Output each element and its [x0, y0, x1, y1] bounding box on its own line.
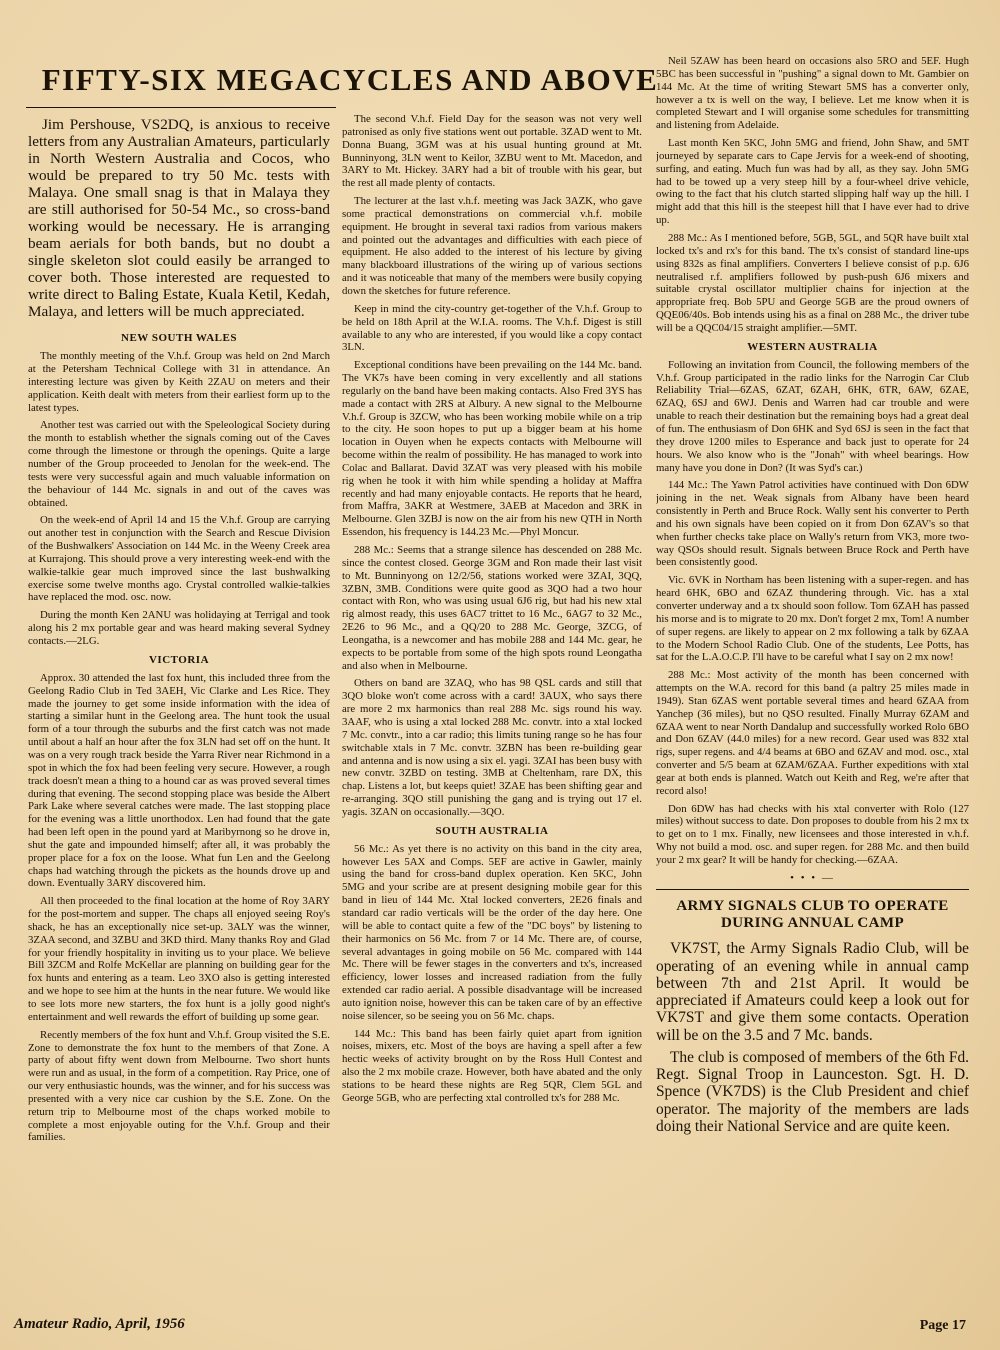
- sa-paragraph: 288 Mc.: As I mentioned before, 5GB, 5GL, and 5QR have built xtal locked tx's and rx's for this band. The tx's consist of standard line-ups using 832s as final amplifiers. Converters I believe consist of p.p. 6J6 neutralised r.f. amplifiers followed by push-push 6J6 mixers and suitable crystal oscillator multiplier chains for injection at the appropriate freq. Bob 5PU and George 5GB are the proud owners of QQE06/40s. Bob intends using his as a final on 288 Mc., the driver tube will be a QQC04/15 straight amplifier.—5MT.: [656, 231, 969, 334]
- intro-block: [28, 116, 330, 320]
- wa-paragraph: Don 6DW has had checks with his xtal converter with Rolo (127 miles) without success to date. Don proposes to double from his 2 mx tx to get on to 1 mx. Finally, new licensees and those interested in v.h.f. Why not build a mod. osc. and super regen. for 288 Mc. and then build your 2 mx gear? It will be handy for checking.—6ZAA.: [656, 802, 969, 867]
- vic-paragraph: Keep in mind the city-country get-together of the V.h.f. Group to be held on 18th April at the W.I.A. rooms. The V.h.f. Digest is still available to any who are interested, if you would like a copy contact 3LN.: [342, 302, 642, 354]
- vic-paragraph: The second V.h.f. Field Day for the season was not very well patronised as only five stations went out portable. 3ZAD went to Mt. Donna Buang, 3GM was at his usual hunting ground at Mt. Bunninyong, 3LN went to Keilor, 3ZBU went to Mt. Macedon, and 3ARY to Mt. Hickey. 3ARY had a bit of trouble with his gear, but the rest all made plenty of contacts.: [342, 113, 642, 190]
- footer-publication: Amateur Radio, April, 1956: [14, 1316, 185, 1332]
- sa-paragraph: 144 Mc.: This band has been fairly quiet apart from ignition noises, mixers, etc. Most of the boys are having a spell after a few hectic weeks of activity brought on by the Ross Hull Contest and also the 2 mx mobile craze. However, both have abated and the only stations to be heard these nights are Reg 5QR, Clem 5GL and George 5GB, who are perfecting xtal controlled tx's for 288 Mc.: [342, 1027, 642, 1104]
- wa-paragraph: 288 Mc.: Most activity of the month has been concerned with attempts on the W.A. record for this band (a paltry 25 miles made in 1949). Stan 6ZAS went portable several times and heard 6ZAA from Yanchep (36 miles), but no QSO resulted. Finally Murray 6ZAM and 6ZAA went to near North Dandalup and successfully worked Rolo 6BO and Don 6ZAV (44.0 miles) for a new record. Gear used was 832 xtal rigs, super regens. and 4/4 beams at 6BO and 6ZAV and mod. osc., xtal converter and 5/5 beam at 6ZAM/6ZAA. Further expeditions with xtal gear at both ends is planned. Watch out Keith and Reg, we're after that record also!: [656, 669, 969, 797]
- page-title: FIFTY-SIX MEGACYCLES AND ABOVE: [41, 62, 659, 97]
- section-heading-western-australia: WESTERN AUSTRALIA: [747, 340, 878, 353]
- column-3: [656, 55, 969, 1285]
- vic-paragraph: Exceptional conditions have been prevailing on the 144 Mc. band. The VK7s have been coming in very excellently and all stations regularly on the band have been making contacts. Also Fred 3YS has made a contact with 2RS at Albury. A new signal to the Melbourne V.h.f. Group is 3ZCW, who has been working mobile while on a trip to the city. He soon hopes to put up a bigger beam at his home location in Ouyen when he expects contacts with Melbourne will become within the realm of possibility. He has managed to work into Colac and Ballarat. David 3ZAT was very pleased with his mobile rig when he took it with him while spending a holiday at Maffra recently and had many enjoyable contacts. He reports that he heard, from Maffra, 3AKR at Westmere, 3AEB at Macedon and 3RK in Melbourne. Glen 3ZBJ is now on the air from his new QTH in North Essendon, his frequency is 144.23 Mc.—Phyl Moncur.: [342, 359, 642, 539]
- vic-paragraph: Recently members of the fox hunt and V.h.f. Group visited the S.E. Zone to demonstrate the fox hunt to the members of that Zone. A party of about fifty went down from Melbourne. Two short hunts were run and as usual, in the form of a competition. Ray Price, one of our very enthusiastic hounds, was the winner, and for his success was presented with a very nice car cushion by the S.E. Zone. On the return trip to Melbourne most of the chaps worked mobile to complete a most enjoyable outing for the V.h.f. Group and their families.: [28, 1028, 330, 1144]
- sa-paragraph: Neil 5ZAW has been heard on occasions also 5RO and 5EF. Hugh 5BC has been successful in "pushing" a signal down to Mt. Gambier on 144 Mc. At the time of writing Stewart 5MS has a converter only, however a tx is well on the way, I believe. Let me know when it is completed Stewart and I will organise some schedules for transmitting and listening from Adelaide.: [656, 55, 969, 132]
- wa-paragraph: 144 Mc.: The Yawn Patrol activities have continued with Don 6DW joining in the net. Weak signals from Albany have been heard consistently in Perth and Bruce Rock. Wally sent his converter to Perth and his own signals have been copied on it from Don 6ZAV's so that when further checks take place on Wally's return from VK3, more two-way QSOs should result. Signals between Bruce Rock and Perth have been consistently good.: [656, 479, 969, 569]
- army-signals-article: [656, 898, 969, 1135]
- sa-paragraph: Last month Ken 5KC, John 5MG and friend, John Shaw, and 5MT journeyed by separate cars to Cape Jervis for a week-end of shooting, surfing, and eating. Much fun was had by all, as they say. John 5MG had to be towed up a very steep hill by a four-wheel drive vehicle, owing to the fact that his clutch started slipping half way up the hill. I might add that this hill is the steepest hill that I have ever had to drive up.: [656, 137, 969, 227]
- nsw-paragraph: On the week-end of April 14 and 15 the V.h.f. Group are carrying out another test in conjunction with the Search and Rescue Division of the Bushwalkers' Association on 144 Mc. in the Weeny Creek area at Kurrajong. This should prove a very interesting week-end with the walkie-talkie gear much improved since the last bushwalking exercise some twelve months ago. Crystal controlled walkie-talkies have replaced the mod. osc. now.: [28, 514, 330, 604]
- intro-paragraph: Jim Pershouse, VS2DQ, is anxious to receive letters from any Australian Amateurs, particularly in North Western Australia and Cocos, who would be prepared to try 50 Mc. tests with Malaya. One small snag is that in Malaya they are still authorised for 50-54 Mc., so cross-band working would be necessary. He is arranging beam aerials for both bands, but no doubt a single skeleton slot could easily be arranged to cover both. Those interested are requested to write direct to Baling Estate, Kuala Ketil, Kedah, Malaya, and letters will be much appreciated.: [28, 116, 330, 321]
- article-paragraph: The club is composed of members of the 6th Fd. Regt. Signal Troop in Launceston. Sgt. H. D. Spence (VK7DS) is the Club President and chief operator. The majority of the members are lads doing their National Service and are quite keen.: [656, 1048, 969, 1135]
- nsw-paragraph: Another test was carried out with the Speleological Society during the month to establish whether the signals coming out of the Caves come through the limestone or through the openings. Quite a large number of the Group proceeded to Jenolan for the week-end. The tests were very successful again and much valuable information on the behaviour of 144 Mc. signals in and out of the caves was obtained.: [28, 419, 330, 509]
- article-separator: • • • —: [790, 871, 835, 884]
- wa-paragraph: Vic. 6VK in Northam has been listening with a super-regen. and has heard 6HK, 6BO and 6ZAZ thundering through. Vic. has a xtal converter underway and a tx should soon follow. Tom 6ZAH has passed his morse and is to migrate to 20 mx. Don't forget 2 mx, Tom! A number of super regens. are likely to appear on 2 mx following a talk by 6ZAA to the Modern School Radio Club. One of the students, Lee Potts, has sat for the L.A.O.C.P. I'll have to be careful what I say on 2 mx now!: [656, 574, 969, 664]
- article-heading: ARMY SIGNALS CLUB TO OPERATE DURING ANNUAL CAMP: [676, 897, 949, 932]
- vic-paragraph: The lecturer at the last v.h.f. meeting was Jack 3AZK, who gave some practical demonstrations on commercial v.h.f. mobile equipment. He brought in several taxi radios from various makers and pointed out the advantages and difficulties with each piece of equipment. He also added to the interest of his lecture by giving many blackboard illustrations of the wiring up of various sections and it was noticeable that many of the members were busily copying down the sketches for future reference.: [342, 195, 642, 297]
- column-1: [28, 116, 330, 1276]
- title-rule: [26, 107, 336, 108]
- vic-paragraph: Approx. 30 attended the last fox hunt, this included three from the Geelong Radio Club in Ted 3AEH, Vic Clarke and Les Rice. They made the journey to get some inside information with the idea of starting a similar hunt in the Geelong area. The hunt took the usual form of a tour through the suburbs and the first catch was not made until about a half an hour after the fox 3LN had set off on the hunt. It was on a very rough track beside the Yarra River near Richmond in a spot in which the fox had been feeling very secure. However, a rough track doesn't mean a thing to a hound car as was proved several times during that evening. The second stopping place was beside the Albert Park Lake where several catches were made. The last stopping place for the evening was a little unorthodox. Len had found that the gate had been left open in the pound yard at Maribyrnong so he drove in, shut the gate and impounded himself; after all, it was probably the proper place for a fox on the loose. What fun Len and the Geelong chaps had watching through the pickets as the hounds drove up and down. Eventually 3ARY discovered him.: [28, 671, 330, 890]
- nsw-paragraph: During the month Ken 2ANU was holidaying at Terrigal and took along his 2 mx portable gear and was heard making several Sydney contacts.—2LG.: [28, 609, 330, 647]
- section-heading-nsw: NEW SOUTH WALES: [121, 332, 237, 345]
- vic-paragraph: 288 Mc.: Seems that a strange silence has descended on 288 Mc. since the contest closed. George 3GM and Ron made their last visit to Mt. Bunninyong on 12/2/56, stations worked were 3ZAI, 3QQ, 3ZBN, 3MB. Conditions were quite good as 3QO had a two hour contact with Ron, who was using usual 6J6 rig, but had his new xtal rig almost ready, this uses 6AC7 trittet to 16 Mc., 6AG7 to 32 Mc., 2E26 to 96 Mc., and a QQ/20 to 288 Mc. George, 3ZCG, of Leongatha, is a newcomer and has mobile 288 and 144 Mc. gear, he expects to be portable from some of the high spots round Leongatha and also when in Melbourne.: [342, 544, 642, 672]
- vic-paragraph: Others on band are 3ZAQ, who has 98 QSL cards and still that 3QO bloke won't come across with a card! 3AUX, who says there are more 2 mx harmonics than real 288 Mc. sigs round his way. 3AAF, who is using a xtal locked 288 Mc. convtr. into a xtal locked 7 Mc. convtr., into a car radio; this limits tuning range so he has four switchable xtals in 7 Mc. convtr. 3ZBN has been re-building gear and antenna and is now using a six el. yagi. 3ZAI has been busy with new convtr. 3ZBD on testing. 3MB at Cheltenham, rare DX, this chap. Listens a lot, but keeps quiet! 3ZAE has been shifting gear and re-arranging. 3QO still punishing the gang and is trying out 17 el. yagis. 3ZAN on occasionally.—3QO.: [342, 677, 642, 818]
- vic-paragraph: All then proceeded to the final location at the home of Roy 3ARY for the post-mortem and supper. The chaps all enjoyed seeing Roy's shack, he has an exceptionally nice set-up. 3ALY was the winner, 3ZAA second, and 3ZBU and 3KD third. Many thanks Roy and Glad for your friendly hospitality in inviting us to your place. We believe Bill 3ZCM and Rolfe McKellar are planning on building gear for the fox hunts and entering as a team. Leo 3XO also is getting interested and we hope to see him at the hunts in the near future. We would like to see lots more new starters, the fox hunt is a jolly good night's entertainment and well rewards the effort of building up some gear.: [28, 895, 330, 1023]
- section-heading-victoria: VICTORIA: [148, 653, 210, 666]
- sa-paragraph: 56 Mc.: As yet there is no activity on this band in the city area, however Les 5AX and Comps. 5EF are active in Gawler, mainly using the band for cross-band duplex operation. Ken 5KC, John 5MG and your scribe are at present designing mobile gear for this band in lieu of 144 Mc. Xtal locked converters, 2E26 finals and standard car radio verticals will be the order of the day here. One will be able to contact quite a few of the "DC boys" by listening to their harmonics on 56 Mc. from 7 or 14 Mc. There are, of course, several advantages in going mobile on 56 Mc. compared with 144 Mc. There will be fewer stages in the converters and tx's, increased efficiency, lower losses and increased radiation from the fully extended car radio aerial. A possible disadvantage will be increased auto ignition noise, however this can be taken care of by an effective noise silencer, so be seeing you on 56 Mc. chaps.: [342, 842, 642, 1022]
- section-heading-south-australia: SOUTH AUSTRALIA: [435, 824, 549, 837]
- wa-paragraph: Following an invitation from Council, the following members of the V.h.f. Group participated in the radio links for the Narrogin Car Club Reliability Trial—6ZAS, 6ZAT, 6ZAH, 6HK, 6TR, 6AW, 6ZAE, 6ZAQ, 6SJ and 6WJ. Denis and Warren had car trouble and were unable to reach their destination but the remaining boys had a great deal of fun. The enthusiasm of Don 6HK and Syd 6SJ is seen in the fact that they drove 1200 miles to Esperance and back just to operate for 24 hours. We also know who is the "Jonah" with wheel bearings. How many have you done in Don? (It was Syd's car.): [656, 358, 969, 474]
- nsw-paragraph: The monthly meeting of the V.h.f. Group was held on 2nd March at the Petersham Technical College with 31 in attendance. An interesting lecture was given by Keith 2ZAU on meters and their application. Keith dealt with meters from their earliest form up to the latest types.: [28, 350, 330, 414]
- box-rule: [656, 889, 969, 890]
- footer-page-number: Page 17: [919, 1318, 966, 1333]
- article-paragraph: VK7ST, the Army Signals Radio Club, will be operating of an evening while in annual camp between 7th and 21st April. It would be appreciated if Amateurs could keep a look out for VK7ST and give them some contacts. Operation will be on the 3.5 and 7 Mc. bands.: [656, 940, 969, 1044]
- column-2: [342, 113, 642, 1273]
